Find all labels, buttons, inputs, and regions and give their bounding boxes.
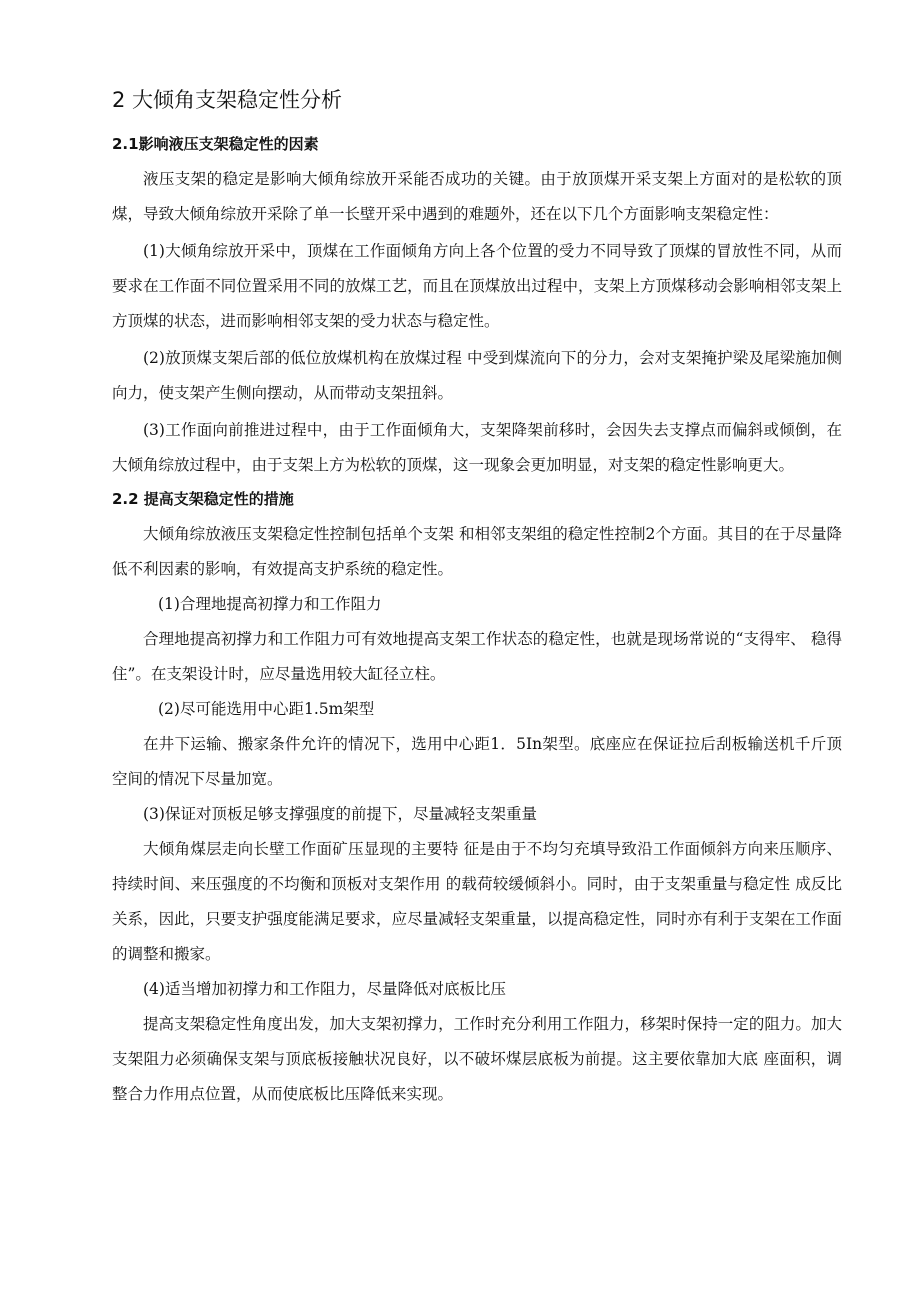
measure-1-title: (1)合理地提高初撑力和工作阻力	[158, 595, 382, 613]
section-2-1-title: 2.1影响液压支架稳定性的因素	[112, 135, 319, 153]
measure-3-body: 大倾角煤层走向长壁工作面矿压显现的主要特 征是由于不均匀充填导致沿工作面倾斜方向来压顺序、持续时间、来压强度的不均衡和顶板对支架作用 的载荷较缓倾斜小。同时，由于支架重量与稳定性 成反比关系，因此，只要支护强度能满足要求，应尽量减轻支架重量，以提高稳定性，同时亦有利于支架在工作面的调整和搬家。	[112, 840, 842, 963]
factor-paragraph-1: (1)大倾角综放开采中，顶煤在工作面倾角方向上各个位置的受力不同导致了顶煤的冒放性不同，从而要求在工作面不同位置采用不同的放煤工艺，而且在顶煤放出过程中，支架上方顶煤移动会影响相邻支架上方顶煤的状态，进而影响相邻支架的受力状态与稳定性。	[112, 242, 842, 330]
measure-2-body: 在井下运输、搬家条件允许的情况下，选用中心距1．5In架型。底座应在保证拉后刮板输送机千斤顶空间的情况下尽量加宽。	[112, 735, 842, 788]
chapter-heading: 2 大倾角支架稳定性分析	[112, 88, 343, 112]
section-2-1-intro: 液压支架的稳定是影响大倾角综放开采能否成功的关键。由于放顶煤开采支架上方面对的是松软的顶煤，导致大倾角综放开采除了单一长壁开采中遇到的难题外，还在以下几个方面影响支架稳定性：	[112, 170, 842, 223]
section-2-2-intro: 大倾角综放液压支架稳定性控制包括单个支架 和相邻支架组的稳定性控制2个方面。其目的在于尽量降低不利因素的影响，有效提高支护系统的稳定性。	[112, 525, 842, 578]
document-page	[112, 86, 842, 1112]
factor-paragraph-3: (3)工作面向前推进过程中，由于工作面倾角大，支架降架前移时，会因失去支撑点而偏斜或倾倒，在大倾角综放过程中，由于支架上方为松软的顶煤，这一现象会更加明显，对支架的稳定性影响更大。	[112, 421, 842, 474]
section-2-2-title: 2.2 提高支架稳定性的措施	[112, 490, 294, 508]
factor-paragraph-2: (2)放顶煤支架后部的低位放煤机构在放煤过程 中受到煤流向下的分力，会对支架掩护梁及尾梁施加侧向力，使支架产生侧向摆动，从而带动支架扭斜。	[112, 349, 842, 402]
measure-3-title: (3)保证对顶板足够支撑强度的前提下，尽量减轻支架重量	[143, 805, 537, 823]
measure-4-title: (4)适当增加初撑力和工作阻力，尽量降低对底板比压	[143, 980, 506, 998]
measure-4-body: 提高支架稳定性角度出发，加大支架初撑力，工作时充分利用工作阻力，移架时保持一定的阻力。加大支架阻力必须确保支架与顶底板接触状况良好，以不破坏煤层底板为前提。这主要依靠加大底 座面积，调整合力作用点位置，从而使底板比压降低来实现。	[112, 1015, 842, 1103]
measure-2-title: (2)尽可能选用中心距1.5m架型	[158, 700, 375, 718]
measure-1-body: 合理地提高初撑力和工作阻力可有效地提高支架工作状态的稳定性，也就是现场常说的“支得牢、 稳得住”。在支架设计时，应尽量选用较大缸径立柱。	[112, 630, 842, 683]
